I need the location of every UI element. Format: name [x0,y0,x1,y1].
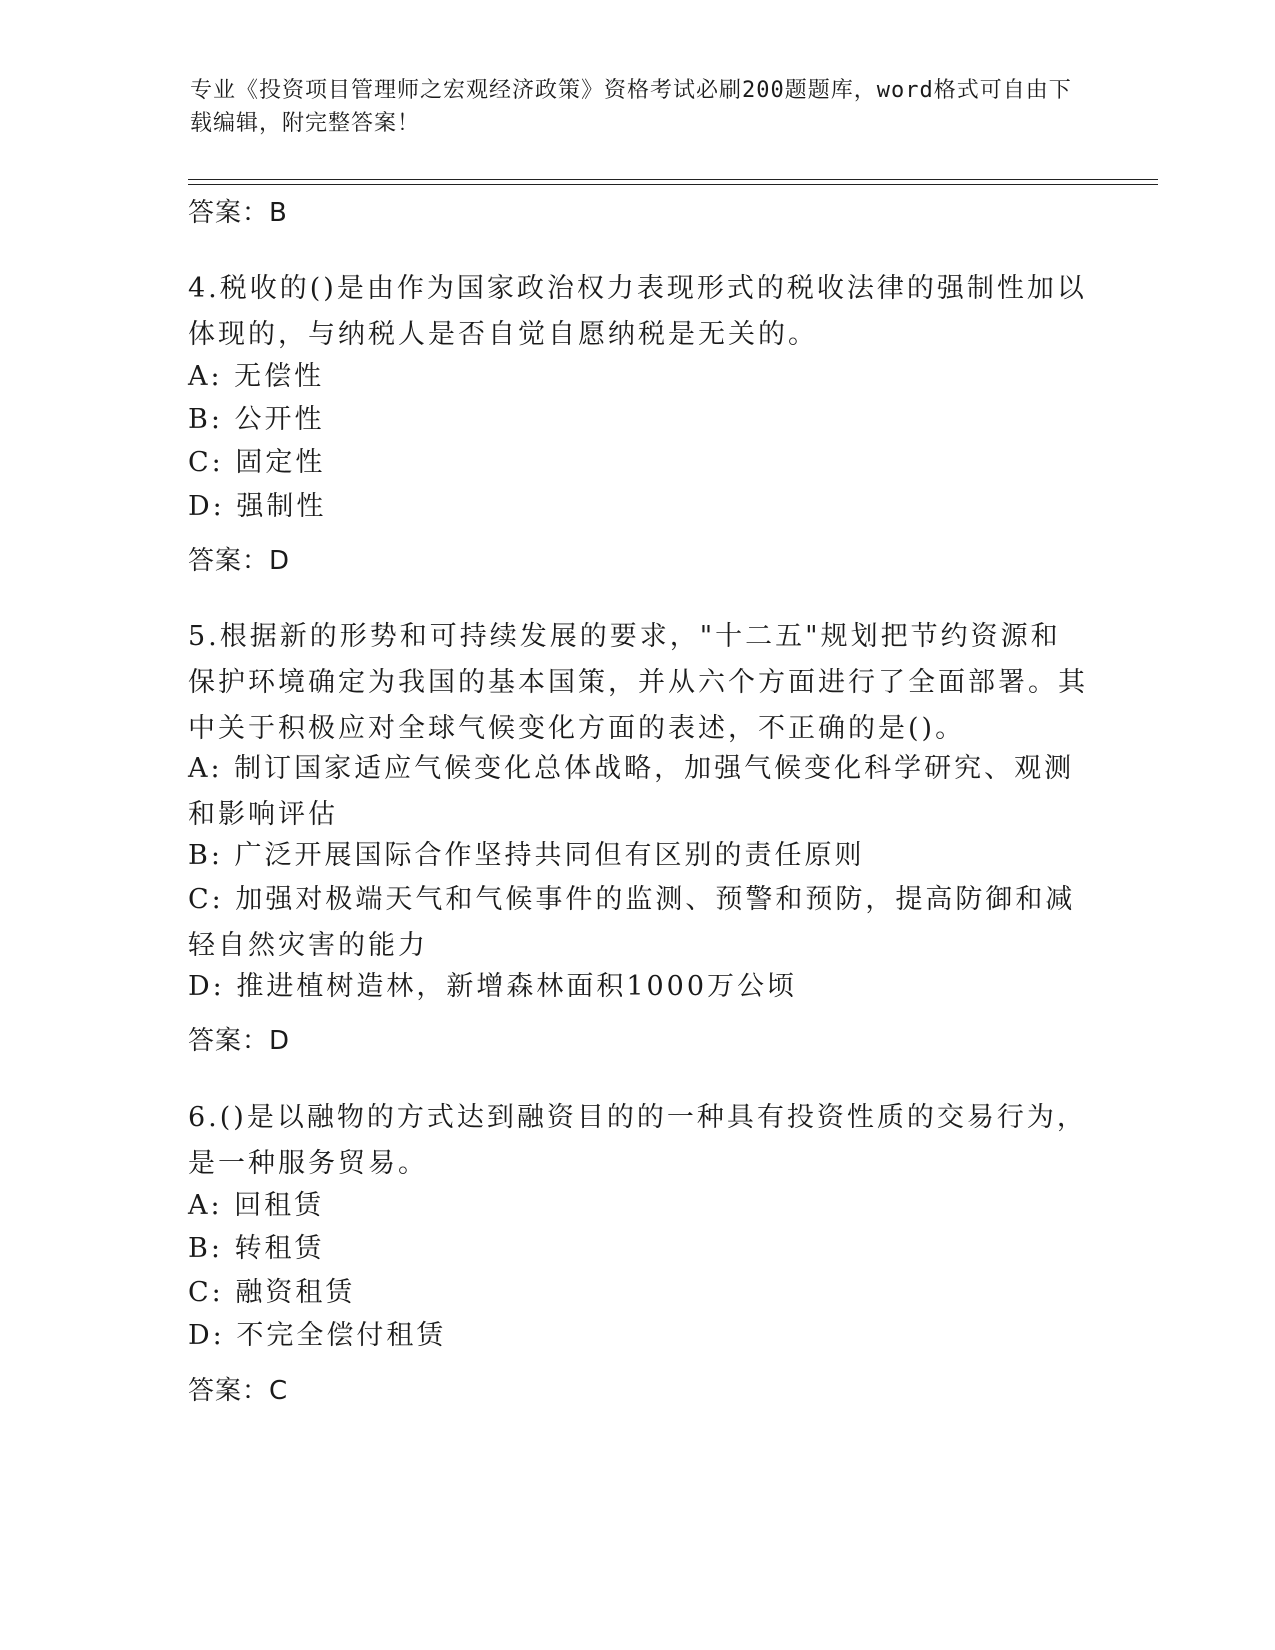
question-6-option-b: B: 转租赁 [188,1233,325,1264]
previous-answer: 答案：B [188,198,288,228]
question-4-text: 4.税收的()是由作为国家政治权力表现形式的税收法律的强制性加以体现的，与纳税人是否自觉自愿纳税是无关的。 [188,273,1087,350]
question-6-option-a: A: 回租赁 [188,1190,325,1221]
question-6-option-d: D: 不完全偿付租赁 [188,1320,447,1351]
question-6-option-c: C: 融资租赁 [188,1277,356,1308]
question-5-option-d: D: 推进植树造林，新增森林面积1000万公顷 [188,971,798,1002]
question-4-option-d: D: 强制性 [188,491,327,522]
question-6-answer: 答案：C [188,1376,289,1406]
question-4-answer: 答案：D [188,546,291,576]
header-divider-bottom [188,184,1158,185]
header-divider-top [188,179,1158,180]
question-4-option-c: C: 固定性 [188,447,326,478]
question-5-answer: 答案：D [188,1026,291,1056]
question-4-option-b: B: 公开性 [188,404,325,435]
question-5-option-c: C: 加强对极端天气和气候事件的监测、预警和预防，提高防御和减轻自然灾害的能力 [188,884,1076,961]
question-5-option-a: A: 制订国家适应气候变化总体战略，加强气候变化科学研究、观测和影响评估 [188,753,1075,830]
question-5-text: 5.根据新的形势和可持续发展的要求，"十二五"规划把节约资源和保护环境确定为我国的基本国策，并从六个方面进行了全面部署。其中关于积极应对全球气候变化方面的表述，不正确的是()。 [188,621,1088,744]
question-6-text: 6.()是以融物的方式达到融资目的的一种具有投资性质的交易行为，是一种服务贸易。 [188,1102,1087,1179]
document-header: 专业《投资项目管理师之宏观经济政策》资格考试必刷200题题库，word格式可自由下载编辑，附完整答案！ [190,78,1072,136]
question-4-option-a: A: 无偿性 [188,361,325,392]
question-5-option-b: B: 广泛开展国际合作坚持共同但有区别的责任原则 [188,840,865,871]
